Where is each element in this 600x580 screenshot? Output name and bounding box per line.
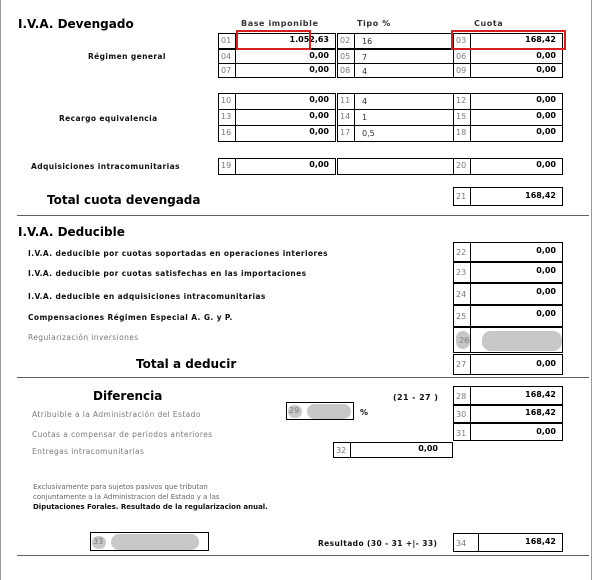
cell-divider xyxy=(470,424,471,440)
field-25[interactable] xyxy=(453,305,563,327)
field-number: 33 xyxy=(93,537,104,546)
cell-divider xyxy=(470,159,471,174)
field-value: 168,42 xyxy=(525,537,556,546)
field-number: 19 xyxy=(221,161,232,170)
field-value: 0,00 xyxy=(536,266,556,275)
compensaciones-label: Compensaciones Régimen Especial A. G. y P. xyxy=(28,313,233,322)
field-value: 0,00 xyxy=(536,160,556,169)
field-06[interactable] xyxy=(453,49,563,64)
field-blank-tipo xyxy=(337,158,454,175)
field-value: 0,00 xyxy=(536,287,556,296)
atribuible-label: Atribuible a la Administración del Estado xyxy=(32,410,201,419)
cell-divider xyxy=(470,306,471,326)
field-number: 01 xyxy=(221,36,232,45)
cuotas-compensar-label: Cuotas a compensar de periodos anteriores xyxy=(32,430,213,439)
field-number: 12 xyxy=(456,96,467,105)
cell-divider xyxy=(470,406,471,422)
field-09[interactable] xyxy=(453,63,563,78)
field-value: 0,00 xyxy=(536,111,556,120)
field-07[interactable] xyxy=(218,63,336,78)
field-28[interactable] xyxy=(453,386,563,405)
field-number: 26 xyxy=(459,336,470,345)
field-value: 0,00 xyxy=(536,359,556,368)
cell-divider xyxy=(235,159,236,174)
cell-divider xyxy=(235,94,236,109)
field-04[interactable] xyxy=(218,49,336,64)
field-11[interactable] xyxy=(337,93,454,110)
field-13[interactable] xyxy=(218,109,336,126)
cell-divider xyxy=(354,110,355,125)
field-18[interactable] xyxy=(453,125,563,142)
field-number: 31 xyxy=(456,429,467,438)
field-10[interactable] xyxy=(218,93,336,110)
field-number: 13 xyxy=(221,112,232,121)
deducible-title: I.V.A. Deducible xyxy=(18,225,125,239)
field-number: 16 xyxy=(221,128,232,137)
field-value: 0,00 xyxy=(536,65,556,74)
field-value: 168,42 xyxy=(525,390,556,399)
cell-divider xyxy=(235,50,236,63)
field-number: 04 xyxy=(221,52,232,61)
deducible-interiores-label: I.V.A. deducible por cuotas soportadas en operaciones interiores xyxy=(28,249,328,258)
field-27[interactable] xyxy=(453,354,563,375)
field-12[interactable] xyxy=(453,93,563,110)
field-value: 168,42 xyxy=(525,35,556,44)
field-number: 27 xyxy=(456,360,467,369)
field-value: 0,00 xyxy=(309,51,329,60)
field-value: 0,00 xyxy=(418,444,438,453)
field-number: 22 xyxy=(456,248,467,257)
field-value: 0,00 xyxy=(309,111,329,120)
cell-divider xyxy=(470,328,471,352)
cell-divider xyxy=(470,126,471,141)
field-number: 30 xyxy=(456,410,467,419)
cell-divider xyxy=(235,110,236,125)
field-number: 06 xyxy=(456,52,467,61)
cuota-header: Cuota xyxy=(474,19,504,28)
field-number: 05 xyxy=(340,52,351,61)
field-value: 0,00 xyxy=(536,51,556,60)
cell-divider xyxy=(470,387,471,404)
field-number: 11 xyxy=(340,96,351,105)
field-number: 10 xyxy=(221,96,232,105)
field-26[interactable] xyxy=(453,327,563,353)
section-divider-2 xyxy=(17,377,589,378)
nota-line-2: conjuntamente a la Administracion del Estado y a las xyxy=(33,493,220,501)
cell-divider xyxy=(470,355,471,374)
field-number: 23 xyxy=(456,268,467,277)
cell-divider xyxy=(470,50,471,63)
field-number: 28 xyxy=(456,392,467,401)
field-14[interactable] xyxy=(337,109,454,126)
cell-divider xyxy=(354,34,355,48)
total-devengada-label: Total cuota devengada xyxy=(47,193,201,207)
percent-symbol: % xyxy=(360,408,369,417)
redacted-value xyxy=(482,331,562,351)
field-number: 14 xyxy=(340,112,351,121)
field-number: 09 xyxy=(456,66,467,75)
field-number: 34 xyxy=(456,539,467,548)
cell-divider xyxy=(354,50,355,63)
adquisiciones-label: Adquisiciones intracomunitarias xyxy=(31,162,180,171)
field-number: 25 xyxy=(456,312,467,321)
field-08[interactable] xyxy=(337,63,454,78)
regimen-general-label: Régimen general xyxy=(88,52,166,61)
field-17[interactable] xyxy=(337,125,454,142)
field-value: 0,00 xyxy=(536,127,556,136)
deducible-importaciones-label: I.V.A. deducible por cuotas satisfechas en las importaciones xyxy=(28,269,307,278)
nota-line-1: Exclusivamente para sujetos pasivos que tributan xyxy=(33,483,208,491)
cell-divider xyxy=(354,126,355,141)
cell-divider xyxy=(350,443,351,457)
field-value: 168,42 xyxy=(525,191,556,200)
field-value: 0,5 xyxy=(362,129,375,138)
cell-divider xyxy=(470,243,471,261)
field-value: 0,00 xyxy=(536,427,556,436)
cell-divider xyxy=(470,94,471,109)
field-number: 17 xyxy=(340,128,351,137)
cell-divider xyxy=(470,110,471,125)
diferencia-formula: (21 - 27 ) xyxy=(393,393,439,402)
field-32[interactable] xyxy=(333,442,453,458)
field-value: 0,00 xyxy=(536,246,556,255)
entregas-label: Entregas intracomunitarias xyxy=(32,447,145,456)
redacted-value xyxy=(307,404,351,419)
field-number: 02 xyxy=(340,36,351,45)
field-value: 0,00 xyxy=(309,95,329,104)
regularizacion-label: Regularización inversiones xyxy=(28,333,139,342)
field-value: 0,00 xyxy=(309,160,329,169)
field-value: 0,00 xyxy=(309,127,329,136)
field-value: 168,42 xyxy=(525,408,556,417)
cell-divider xyxy=(235,126,236,141)
field-02[interactable] xyxy=(337,33,454,49)
resultado-label: Resultado (30 - 31 +|- 33) xyxy=(318,539,438,548)
field-number: 07 xyxy=(221,66,232,75)
tipo-header: Tipo % xyxy=(357,19,391,28)
section-divider-1 xyxy=(17,215,589,216)
cell-divider xyxy=(470,64,471,77)
base-imponible-header: Base imponible xyxy=(241,19,319,28)
cell-divider xyxy=(354,94,355,109)
diferencia-title: Diferencia xyxy=(93,389,163,403)
field-value: 0,00 xyxy=(309,65,329,74)
total-deducir-label: Total a deducir xyxy=(136,357,237,371)
cell-divider xyxy=(470,188,471,205)
field-number: 20 xyxy=(456,161,467,170)
cell-divider xyxy=(478,534,479,551)
field-23[interactable] xyxy=(453,262,563,283)
cell-divider xyxy=(470,284,471,304)
field-value: 4 xyxy=(362,97,368,106)
nota-line-3: Diputaciones Forales. Resultado de la regularizacion anual. xyxy=(33,503,268,511)
field-34[interactable] xyxy=(453,533,563,552)
section-divider-3 xyxy=(17,555,589,556)
field-22[interactable] xyxy=(453,242,563,262)
field-value: 1.052,63 xyxy=(289,35,329,44)
field-number: 29 xyxy=(289,406,300,415)
field-30[interactable] xyxy=(453,405,563,423)
field-value: 16 xyxy=(362,37,373,46)
cell-divider xyxy=(235,64,236,77)
field-31[interactable] xyxy=(453,423,563,441)
field-05[interactable] xyxy=(337,49,454,64)
redacted-value xyxy=(111,534,199,550)
devengado-title: I.V.A. Devengado xyxy=(18,17,134,31)
field-19[interactable] xyxy=(218,158,336,175)
right-frame-line xyxy=(591,0,592,580)
deducible-adquisiciones-label: I.V.A. deducible en adquisiciones intracomunitarias xyxy=(28,292,266,301)
field-15[interactable] xyxy=(453,109,563,126)
cell-divider xyxy=(354,64,355,77)
field-21[interactable] xyxy=(453,187,563,206)
field-20[interactable] xyxy=(453,158,563,175)
field-number: 32 xyxy=(336,446,347,455)
field-number: 18 xyxy=(456,128,467,137)
field-24[interactable] xyxy=(453,283,563,305)
field-value: 4 xyxy=(362,67,368,76)
field-number: 08 xyxy=(340,66,351,75)
field-value: 0,00 xyxy=(536,95,556,104)
field-16[interactable] xyxy=(218,125,336,142)
field-value: 1 xyxy=(362,113,368,122)
cell-divider xyxy=(470,263,471,282)
field-number: 21 xyxy=(456,192,467,201)
field-number: 03 xyxy=(456,36,467,45)
highlight-base-01 xyxy=(236,30,311,50)
field-number: 15 xyxy=(456,112,467,121)
field-number: 24 xyxy=(456,290,467,299)
field-33[interactable] xyxy=(90,532,209,551)
field-value: 0,00 xyxy=(536,309,556,318)
field-value: 7 xyxy=(362,53,368,62)
highlight-cuota-03 xyxy=(451,30,566,50)
field-29[interactable] xyxy=(286,402,354,420)
recargo-label: Recargo equivalencia xyxy=(59,114,158,123)
left-frame-line xyxy=(0,0,1,580)
